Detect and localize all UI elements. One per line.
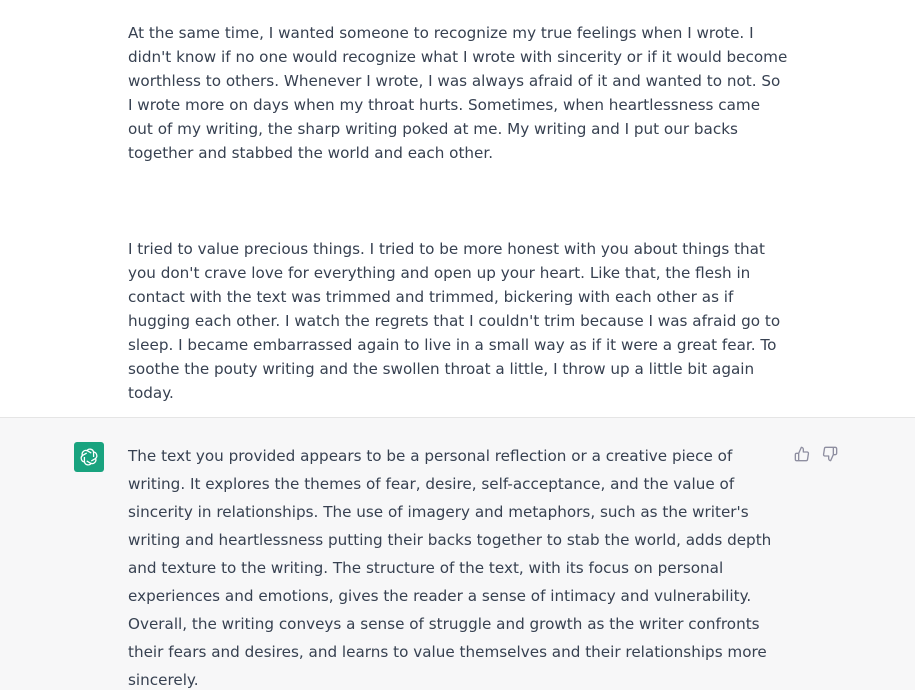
user-message-paragraph-2: I tried to value precious things. I tried to be more honest with you about things that you don't crave love for everything and open up your heart. Like that, the flesh in contact with the text was trimmed and trimmed, bickering with each other as if hugging each other. I watch the regrets that I couldn't trim because I was afraid go to sleep. I became embarrassed again to live in a small way as if it were a great fear. To soothe the pouty writing and the swollen throat a little, I throw up a little bit again today. xyxy=(128,240,781,402)
user-message-paragraph-1: At the same time, I wanted someone to recognize my true feelings when I wrote. I didn't know if no one would recognize what I wrote with sincerity or if it would become worthless to others. Whenever I wrote, I was always afraid of it and wanted to not. So I wrote more on days when my throat hurts. Sometimes, when heartlessness came out of my writing, the sharp writing poked at me. My writing and I put our backs together and stabbed the world and each other. xyxy=(128,24,788,162)
thumbs-down-icon xyxy=(822,446,838,462)
openai-logo-icon xyxy=(78,446,100,468)
feedback-controls xyxy=(792,444,840,464)
assistant-avatar xyxy=(74,442,104,472)
assistant-message xyxy=(0,418,915,690)
thumbs-down-button[interactable] xyxy=(820,444,840,464)
thumbs-up-icon xyxy=(794,446,810,462)
thumbs-up-button[interactable] xyxy=(792,444,812,464)
assistant-message-text: The text you provided appears to be a personal reflection or a creative piece of writing. It explores the themes of fear, desire, self-acceptance, and the value of sincerity in relationships. The use of imagery and metaphors, such as the writer's writing and heartlessness putting their backs together to stab the world, adds depth and texture to the writing. The structure of the text, with its focus on personal experiences and emotions, gives the reader a sense of intimacy and vulnerability. Overall, the writing conveys a sense of struggle and growth as the writer confronts their fears and desires, and learns to value themselves and their relationships more sincerely. xyxy=(128,447,772,689)
